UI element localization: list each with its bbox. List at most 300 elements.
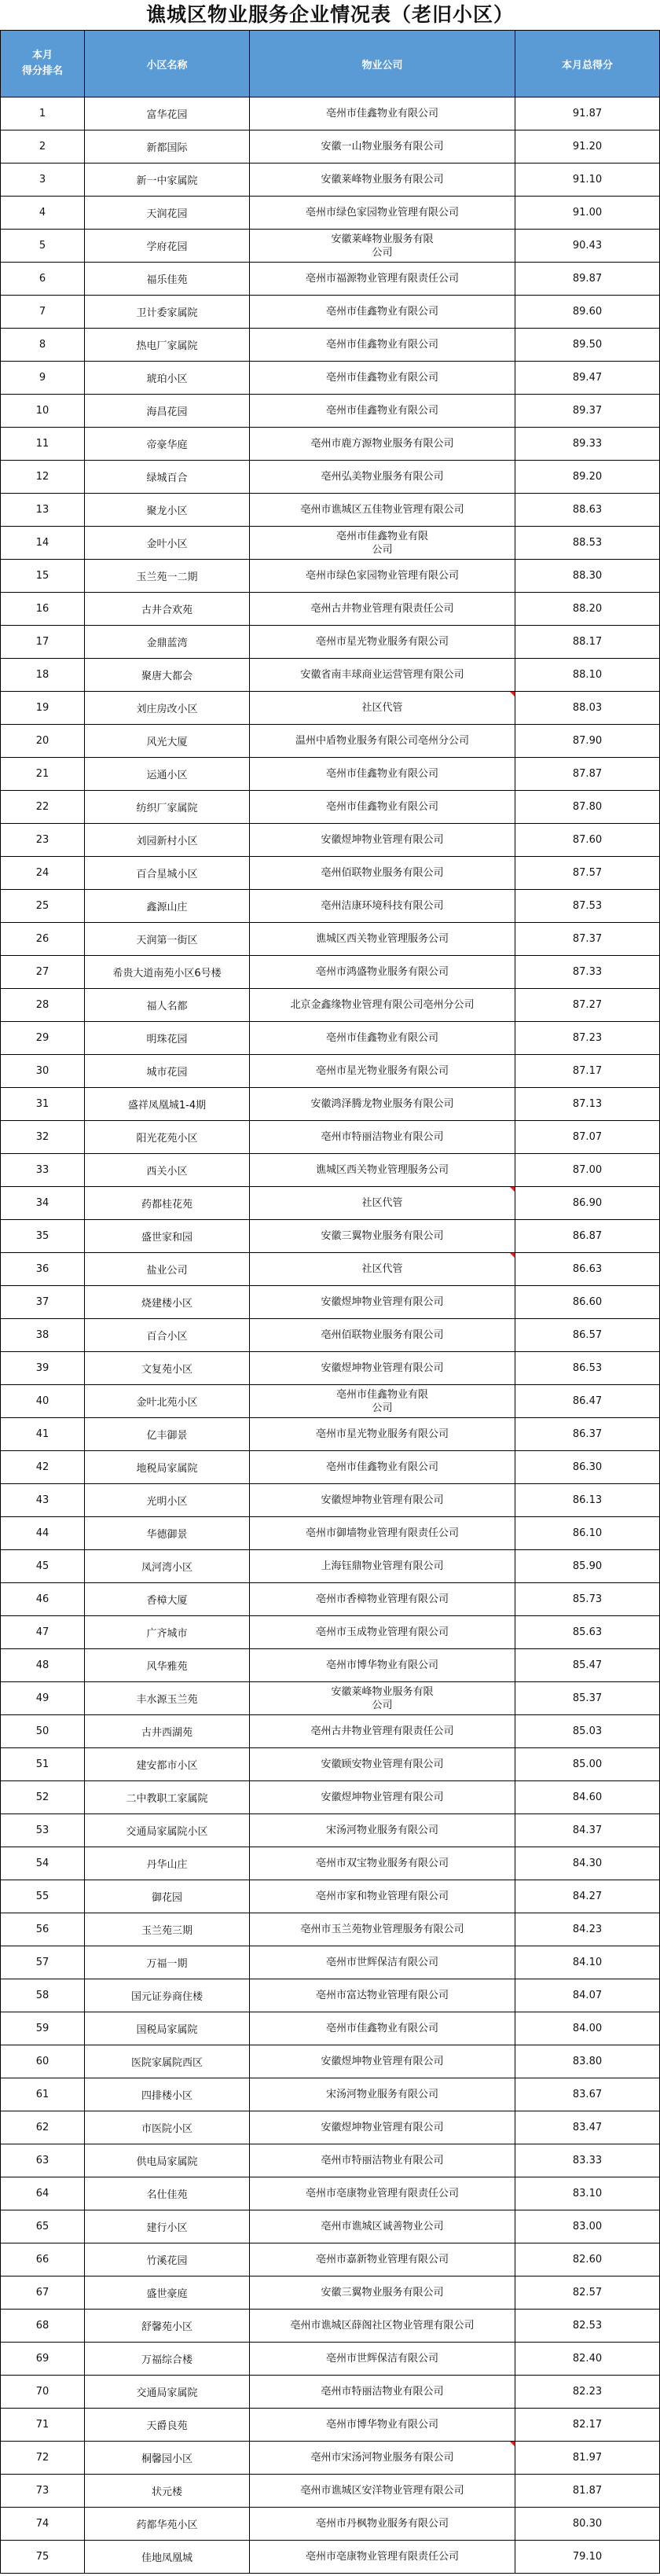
community-text: 佳地凤凰城 bbox=[141, 2552, 192, 2564]
score-text: 84.30 bbox=[572, 1858, 603, 1869]
community-cell bbox=[85, 2012, 250, 2045]
community-cell bbox=[85, 362, 250, 395]
score-cell bbox=[515, 1418, 660, 1451]
score-text: 88.30 bbox=[572, 570, 603, 582]
company-cell bbox=[250, 428, 515, 461]
community-text: 丰水源玉兰苑 bbox=[136, 1694, 198, 1706]
company-cell bbox=[250, 890, 515, 923]
company-text: 安徽莱峰物业服务有限公司 bbox=[321, 174, 444, 186]
community-text: 名仕佳苑 bbox=[146, 2189, 188, 2201]
table-row bbox=[1, 527, 660, 560]
community-text: 新都国际 bbox=[146, 142, 188, 154]
rank-cell bbox=[1, 1583, 85, 1616]
score-text: 82.40 bbox=[572, 2353, 603, 2365]
company-text: 亳州市世辉保洁有限公司 bbox=[325, 1957, 438, 1968]
rank-cell bbox=[1, 890, 85, 923]
company-cell bbox=[250, 2343, 515, 2376]
rank-text: 39 bbox=[35, 1362, 50, 1374]
score-cell bbox=[515, 1187, 660, 1220]
score-text: 89.87 bbox=[572, 273, 603, 285]
table-row bbox=[1, 2508, 660, 2541]
community-text: 药都华苑小区 bbox=[136, 2519, 198, 2531]
community-text: 御花园 bbox=[151, 1892, 182, 1904]
score-text: 81.87 bbox=[572, 2485, 603, 2497]
rank-text: 51 bbox=[35, 1758, 50, 1770]
rank-text: 71 bbox=[35, 2419, 50, 2431]
community-text: 明珠花园 bbox=[146, 1034, 188, 1045]
table-row bbox=[1, 857, 660, 890]
company-cell bbox=[250, 197, 515, 230]
rank-text: 37 bbox=[35, 1296, 50, 1308]
rank-cell bbox=[1, 1451, 85, 1484]
rank-text: 52 bbox=[35, 1791, 50, 1803]
rank-text: 49 bbox=[35, 1692, 50, 1704]
community-cell bbox=[85, 1583, 250, 1616]
rank-cell bbox=[1, 2177, 85, 2210]
company-text: 亳州市谯城区五佳物业管理有限公司 bbox=[300, 504, 464, 516]
table-row bbox=[1, 263, 660, 296]
rank-text: 73 bbox=[35, 2485, 50, 2497]
table-row bbox=[1, 2210, 660, 2243]
rank-cell bbox=[1, 1748, 85, 1781]
company-text: 亳州市谯城区诚善物业公司 bbox=[321, 2221, 444, 2232]
community-cell bbox=[85, 395, 250, 428]
score-text: 89.47 bbox=[572, 372, 603, 384]
company-text: 亳州佰联物业服务有限公司 bbox=[321, 1329, 444, 1341]
community-text: 供电局家属院 bbox=[136, 2156, 198, 2168]
rank-text: 16 bbox=[35, 603, 50, 615]
company-text: 社区代管 bbox=[361, 702, 403, 714]
score-cell bbox=[515, 2343, 660, 2376]
community-cell bbox=[85, 956, 250, 989]
score-text: 83.33 bbox=[572, 2155, 603, 2166]
community-text: 阳光花苑小区 bbox=[136, 1133, 198, 1145]
community-text: 刘园新村小区 bbox=[136, 836, 198, 847]
company-cell bbox=[250, 461, 515, 494]
score-cell bbox=[515, 2442, 660, 2475]
score-text: 85.63 bbox=[572, 1626, 603, 1638]
community-text: 运通小区 bbox=[146, 770, 188, 781]
table-row bbox=[1, 1451, 660, 1484]
company-text: 亳州市亳康物业管理有限责任公司 bbox=[305, 2551, 459, 2563]
rank-cell bbox=[1, 2541, 85, 2574]
rank-text: 61 bbox=[35, 2089, 50, 2100]
community-cell bbox=[85, 2376, 250, 2409]
company-cell bbox=[250, 626, 515, 659]
table-row bbox=[1, 1715, 660, 1748]
rank-cell bbox=[1, 494, 85, 527]
community-text: 天爵良苑 bbox=[146, 2420, 188, 2432]
score-text: 89.33 bbox=[572, 438, 603, 450]
company-cell bbox=[250, 1913, 515, 1946]
company-text: 宋汤河物业服务有限公司 bbox=[325, 2089, 438, 2100]
company-text: 安徽鸿泽腾龙物业服务有限公司 bbox=[310, 1098, 454, 1110]
score-text: 86.47 bbox=[572, 1395, 603, 1407]
table-row bbox=[1, 1550, 660, 1583]
score-text: 85.90 bbox=[572, 1560, 603, 1572]
community-cell bbox=[85, 461, 250, 494]
company-cell bbox=[250, 956, 515, 989]
score-text: 85.73 bbox=[572, 1593, 603, 1605]
rank-text: 68 bbox=[35, 2320, 50, 2332]
rank-text: 22 bbox=[35, 801, 50, 813]
company-text: 亳州市星光物业服务有限公司 bbox=[315, 636, 449, 648]
score-cell bbox=[515, 1715, 660, 1748]
score-cell bbox=[515, 1319, 660, 1352]
score-text: 88.53 bbox=[572, 537, 603, 549]
community-cell bbox=[85, 923, 250, 956]
community-text: 万福综合楼 bbox=[141, 2354, 192, 2366]
score-text: 87.37 bbox=[572, 933, 603, 945]
score-text: 84.10 bbox=[572, 1957, 603, 1968]
score-text: 86.37 bbox=[572, 1428, 603, 1440]
score-text: 91.10 bbox=[572, 174, 603, 186]
score-text: 85.03 bbox=[572, 1725, 603, 1737]
rank-text: 19 bbox=[35, 702, 50, 714]
score-text: 87.07 bbox=[572, 1131, 603, 1143]
table-row bbox=[1, 1814, 660, 1847]
community-text: 玉兰苑一二期 bbox=[136, 571, 198, 583]
score-cell bbox=[515, 1781, 660, 1814]
table-row bbox=[1, 2376, 660, 2409]
rank-cell bbox=[1, 1220, 85, 1253]
community-text: 希贵大道南苑小区6号楼 bbox=[112, 968, 222, 979]
table-row bbox=[1, 1187, 660, 1220]
company-text: 亳州市香樟物业管理有限公司 bbox=[315, 1593, 449, 1605]
company-text: 亳州古井物业管理有限责任公司 bbox=[310, 1725, 454, 1737]
company-text: 亳州市佳鑫物业有限公司 bbox=[325, 1032, 438, 1044]
score-text: 86.53 bbox=[572, 1362, 603, 1374]
rank-text: 11 bbox=[35, 438, 50, 450]
score-text: 89.50 bbox=[572, 339, 603, 351]
rank-text: 12 bbox=[35, 471, 50, 483]
community-cell bbox=[85, 2210, 250, 2243]
score-text: 87.53 bbox=[572, 900, 603, 912]
rank-text: 44 bbox=[35, 1527, 50, 1539]
company-text: 亳州市佳鑫物业有限公司 bbox=[325, 2023, 438, 2034]
table-row bbox=[1, 1880, 660, 1913]
table-row bbox=[1, 2277, 660, 2310]
score-text: 82.53 bbox=[572, 2320, 603, 2332]
rank-text: 64 bbox=[35, 2188, 50, 2199]
community-cell bbox=[85, 1484, 250, 1517]
table-row bbox=[1, 2310, 660, 2343]
company-text: 宋汤河物业服务有限公司 bbox=[325, 1825, 438, 1836]
company-cell bbox=[250, 1814, 515, 1847]
table-row bbox=[1, 395, 660, 428]
community-cell bbox=[85, 1847, 250, 1880]
rank-text: 35 bbox=[35, 1230, 50, 1242]
rank-cell bbox=[1, 1880, 85, 1913]
table-row bbox=[1, 692, 660, 725]
table-row bbox=[1, 2541, 660, 2574]
community-text: 盛祥凤凰城1-4期 bbox=[127, 1100, 207, 1112]
score-cell bbox=[515, 1847, 660, 1880]
community-text: 舒馨苑小区 bbox=[141, 2321, 192, 2333]
community-cell bbox=[85, 1946, 250, 1979]
community-cell bbox=[85, 1286, 250, 1319]
community-cell bbox=[85, 1220, 250, 1253]
community-text: 帝豪华庭 bbox=[146, 439, 188, 451]
table-row bbox=[1, 2177, 660, 2210]
score-text: 87.87 bbox=[572, 768, 603, 780]
rank-cell bbox=[1, 659, 85, 692]
company-text: 亳州市福源物业管理有限责任公司 bbox=[305, 273, 459, 285]
score-cell bbox=[515, 1022, 660, 1055]
comment-marker bbox=[510, 1187, 515, 1192]
rank-cell bbox=[1, 1979, 85, 2012]
table-row bbox=[1, 197, 660, 230]
community-text: 风光大厦 bbox=[146, 737, 188, 748]
company-cell bbox=[250, 527, 515, 560]
score-cell bbox=[515, 956, 660, 989]
company-cell bbox=[250, 1979, 515, 2012]
rank-text: 45 bbox=[35, 1560, 50, 1572]
score-text: 83.67 bbox=[572, 2089, 603, 2100]
score-cell bbox=[515, 130, 660, 164]
company-cell bbox=[250, 1649, 515, 1682]
table-row bbox=[1, 1649, 660, 1682]
company-text: 亳州市佳鑫物业有限公司 bbox=[325, 768, 438, 780]
score-text: 87.33 bbox=[572, 966, 603, 978]
community-cell bbox=[85, 1814, 250, 1847]
table-row bbox=[1, 1220, 660, 1253]
score-text: 87.13 bbox=[572, 1098, 603, 1110]
rank-cell bbox=[1, 164, 85, 197]
score-cell bbox=[515, 1451, 660, 1484]
rank-cell bbox=[1, 1286, 85, 1319]
table-body bbox=[1, 97, 660, 2574]
score-cell bbox=[515, 1583, 660, 1616]
rank-text: 5 bbox=[38, 240, 46, 252]
community-text: 福乐佳苑 bbox=[146, 274, 188, 286]
company-text: 安徽顾安物业管理有限公司 bbox=[321, 1758, 444, 1770]
rank-cell bbox=[1, 1253, 85, 1286]
rank-cell bbox=[1, 956, 85, 989]
rank-text: 40 bbox=[35, 1395, 50, 1407]
score-text: 86.30 bbox=[572, 1461, 603, 1473]
table-row bbox=[1, 725, 660, 758]
rank-text: 65 bbox=[35, 2221, 50, 2232]
score-text: 84.27 bbox=[572, 1891, 603, 1902]
community-text: 金叶小区 bbox=[146, 538, 188, 550]
rank-text: 23 bbox=[35, 834, 50, 846]
rank-text: 42 bbox=[35, 1461, 50, 1473]
rank-cell bbox=[1, 1946, 85, 1979]
rank-text: 66 bbox=[35, 2254, 50, 2265]
score-text: 84.37 bbox=[572, 1825, 603, 1836]
community-cell bbox=[85, 97, 250, 130]
score-cell bbox=[515, 461, 660, 494]
company-text: 亳州市星光物业服务有限公司 bbox=[315, 1065, 449, 1077]
community-cell bbox=[85, 890, 250, 923]
table-row bbox=[1, 494, 660, 527]
company-cell bbox=[250, 2442, 515, 2475]
score-cell bbox=[515, 2277, 660, 2310]
company-cell bbox=[250, 1517, 515, 1550]
company-text: 亳州市鸿盛物业服务有限公司 bbox=[315, 966, 449, 978]
community-cell bbox=[85, 2078, 250, 2111]
rank-cell bbox=[1, 2243, 85, 2277]
table-row bbox=[1, 1517, 660, 1550]
rank-cell bbox=[1, 2045, 85, 2078]
company-cell bbox=[250, 791, 515, 824]
company-cell bbox=[250, 2376, 515, 2409]
community-cell bbox=[85, 130, 250, 164]
rank-text: 28 bbox=[35, 999, 50, 1011]
community-text: 福人名都 bbox=[146, 1001, 188, 1012]
table-row bbox=[1, 2442, 660, 2475]
community-text: 卫计委家属院 bbox=[136, 307, 198, 319]
company-text: 亳州弘美物业服务有限公司 bbox=[321, 471, 444, 483]
community-text: 国税局家属院 bbox=[136, 2024, 198, 2036]
rank-text: 48 bbox=[35, 1659, 50, 1671]
comment-marker bbox=[510, 1253, 515, 1258]
table-row bbox=[1, 1418, 660, 1451]
rank-text: 75 bbox=[35, 2551, 50, 2563]
community-cell bbox=[85, 824, 250, 857]
comment-marker bbox=[510, 2442, 515, 2446]
company-cell bbox=[250, 2144, 515, 2177]
table-row bbox=[1, 1055, 660, 1088]
company-cell bbox=[250, 692, 515, 725]
company-cell bbox=[250, 130, 515, 164]
company-cell bbox=[250, 1781, 515, 1814]
rank-cell bbox=[1, 428, 85, 461]
score-cell bbox=[515, 1880, 660, 1913]
community-text: 盐业公司 bbox=[146, 1265, 188, 1277]
rank-cell bbox=[1, 2078, 85, 2111]
company-text: 亳州佰联物业服务有限公司 bbox=[321, 867, 444, 879]
score-text: 80.30 bbox=[572, 2518, 603, 2530]
company-cell bbox=[250, 1847, 515, 1880]
company-text: 安徽煜坤物业管理有限公司 bbox=[321, 2122, 444, 2133]
table-row bbox=[1, 1088, 660, 1121]
company-cell bbox=[250, 824, 515, 857]
score-cell bbox=[515, 1220, 660, 1253]
rank-text: 15 bbox=[35, 570, 50, 582]
table-row bbox=[1, 2409, 660, 2442]
rank-cell bbox=[1, 2442, 85, 2475]
rank-cell bbox=[1, 197, 85, 230]
community-text: 香樟大厦 bbox=[146, 1595, 188, 1607]
company-cell bbox=[250, 2111, 515, 2144]
company-text: 亳州市星光物业服务有限公司 bbox=[315, 1428, 449, 1440]
score-text: 89.20 bbox=[572, 471, 603, 483]
score-cell bbox=[515, 1979, 660, 2012]
company-text: 亳州市双宝物业服务有限公司 bbox=[315, 1858, 449, 1869]
rank-text: 31 bbox=[35, 1098, 50, 1110]
score-cell bbox=[515, 2144, 660, 2177]
score-text: 83.80 bbox=[572, 2056, 603, 2067]
table-row bbox=[1, 1682, 660, 1715]
table-row bbox=[1, 97, 660, 130]
community-cell bbox=[85, 1451, 250, 1484]
company-text: 亳州市玉成物业管理有限公司 bbox=[315, 1626, 449, 1638]
company-text: 安徽省南丰球商业运营管理有限公司 bbox=[300, 669, 464, 681]
rank-cell bbox=[1, 1022, 85, 1055]
score-text: 91.87 bbox=[572, 108, 603, 119]
score-text: 87.27 bbox=[572, 999, 603, 1011]
rank-text: 8 bbox=[38, 339, 46, 351]
score-cell bbox=[515, 1550, 660, 1583]
score-cell bbox=[515, 659, 660, 692]
table-row bbox=[1, 1979, 660, 2012]
company-text: 亳州市佳鑫物业有限 公司 bbox=[336, 530, 428, 556]
community-cell bbox=[85, 1682, 250, 1715]
table-row bbox=[1, 2012, 660, 2045]
rank-cell bbox=[1, 791, 85, 824]
company-cell bbox=[250, 2475, 515, 2508]
rank-cell bbox=[1, 2277, 85, 2310]
rank-text: 50 bbox=[35, 1725, 50, 1737]
score-text: 83.10 bbox=[572, 2188, 603, 2199]
rank-cell bbox=[1, 2343, 85, 2376]
company-cell bbox=[250, 230, 515, 263]
rank-text: 26 bbox=[35, 933, 50, 945]
score-text: 86.13 bbox=[572, 1494, 603, 1506]
table-row bbox=[1, 230, 660, 263]
company-text: 亳州市绿色家园物业管理有限公司 bbox=[305, 207, 459, 219]
community-text: 鑫源山庄 bbox=[146, 902, 188, 913]
rank-text: 18 bbox=[35, 669, 50, 681]
company-text: 谯城区西关物业管理服务公司 bbox=[315, 933, 449, 945]
company-cell bbox=[250, 1187, 515, 1220]
table-row bbox=[1, 791, 660, 824]
score-text: 82.60 bbox=[572, 2254, 603, 2265]
rank-cell bbox=[1, 527, 85, 560]
community-cell bbox=[85, 1253, 250, 1286]
score-cell bbox=[515, 2409, 660, 2442]
company-text: 亳州市鹿方源物业服务有限公司 bbox=[310, 438, 454, 450]
community-cell bbox=[85, 2475, 250, 2508]
rank-text: 6 bbox=[38, 273, 46, 285]
company-cell bbox=[250, 1946, 515, 1979]
rank-cell bbox=[1, 130, 85, 164]
rank-cell bbox=[1, 2111, 85, 2144]
rank-text: 54 bbox=[35, 1858, 50, 1869]
score-cell bbox=[515, 2310, 660, 2343]
community-cell bbox=[85, 1154, 250, 1187]
rank-text: 4 bbox=[38, 207, 46, 219]
community-cell bbox=[85, 1979, 250, 2012]
company-text: 亳州市特丽洁物业有限公司 bbox=[321, 2386, 444, 2398]
score-cell bbox=[515, 2376, 660, 2409]
company-cell bbox=[250, 725, 515, 758]
company-cell bbox=[250, 1088, 515, 1121]
rank-cell bbox=[1, 395, 85, 428]
company-text: 亳州市绿色家园物业管理有限公司 bbox=[305, 570, 459, 582]
table-row bbox=[1, 1286, 660, 1319]
company-text: 安徽莱峰物业服务有限 公司 bbox=[331, 1685, 434, 1711]
community-cell bbox=[85, 758, 250, 791]
company-cell bbox=[250, 1154, 515, 1187]
community-text: 医院家属院西区 bbox=[130, 2057, 203, 2069]
company-cell bbox=[250, 1286, 515, 1319]
company-cell bbox=[250, 989, 515, 1022]
community-cell bbox=[85, 2541, 250, 2574]
table-row bbox=[1, 989, 660, 1022]
rank-text: 3 bbox=[38, 174, 46, 186]
rank-cell bbox=[1, 362, 85, 395]
rank-cell bbox=[1, 692, 85, 725]
company-cell bbox=[250, 1484, 515, 1517]
header-rank-line1: 本月 bbox=[31, 50, 53, 61]
score-text: 83.47 bbox=[572, 2122, 603, 2133]
score-cell bbox=[515, 2508, 660, 2541]
company-text: 亳州市佳鑫物业有限公司 bbox=[325, 1461, 438, 1473]
score-cell bbox=[515, 494, 660, 527]
